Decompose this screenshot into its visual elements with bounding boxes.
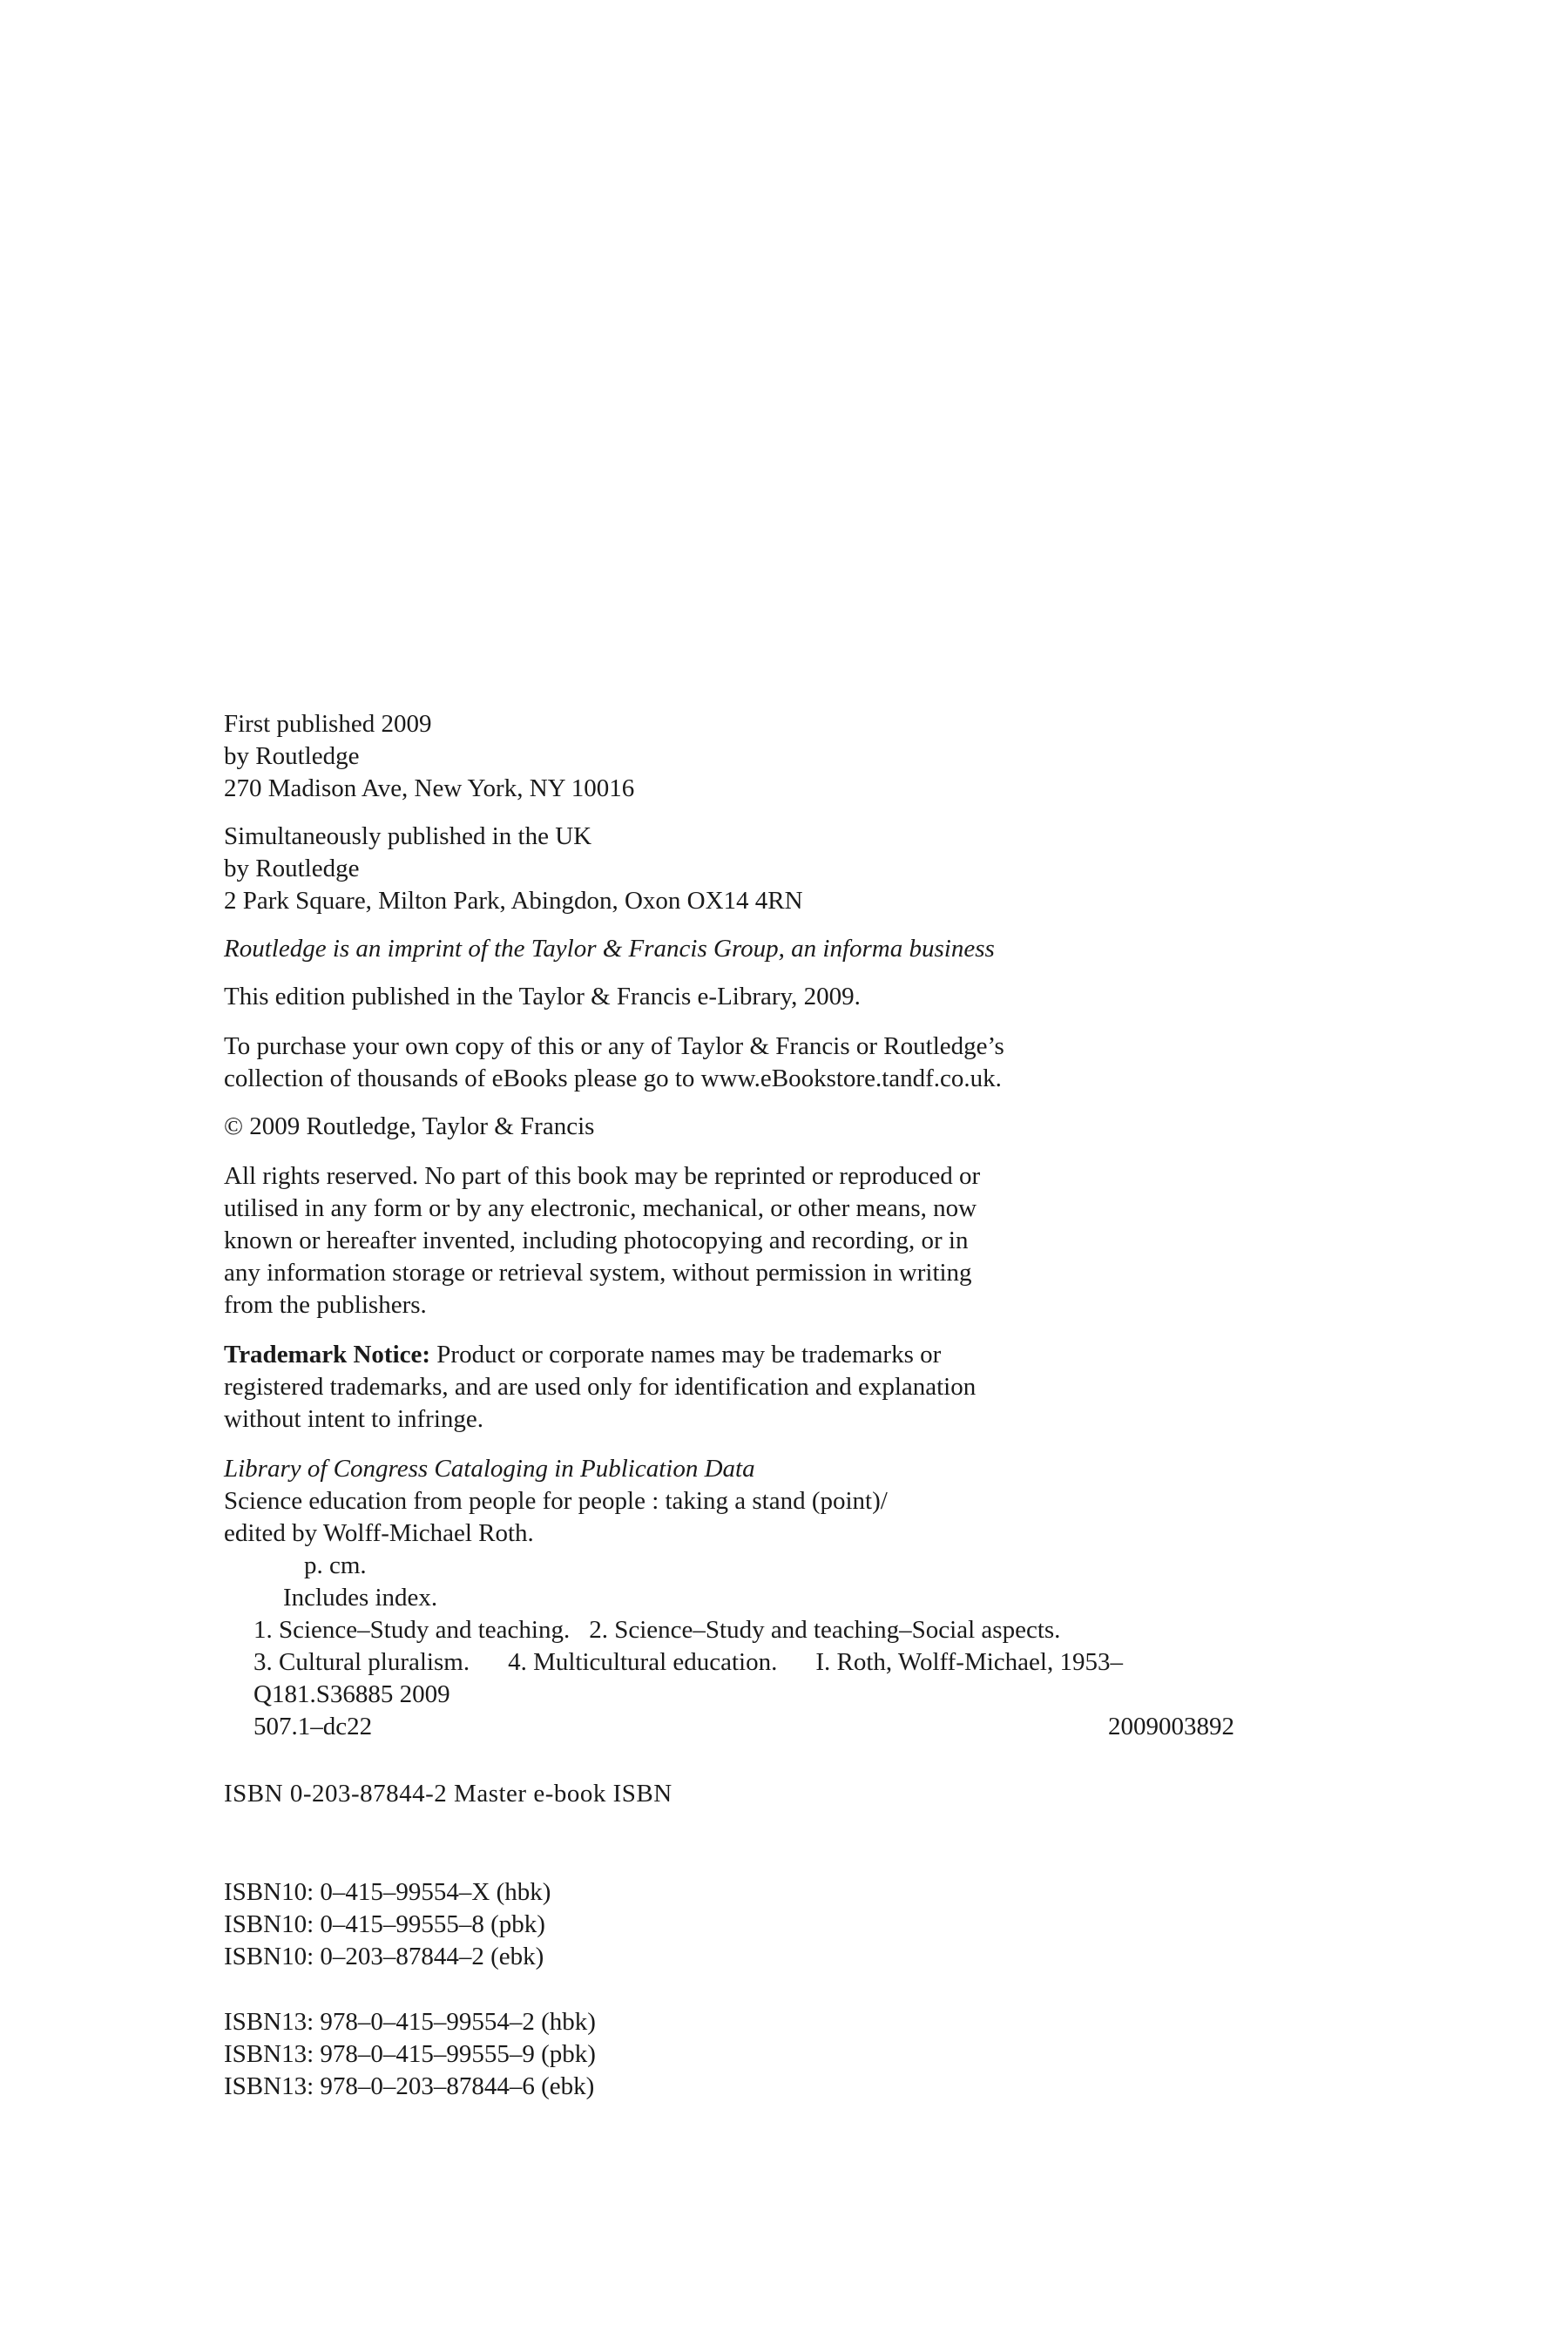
copyright-notice	[224, 1111, 1234, 1143]
isbn-master-text: ISBN 0-203-87844-2 Master e-book ISBN	[224, 1780, 672, 1808]
isbn13-entry: ISBN13: 978–0–415–99554–2 (hbk)	[224, 2008, 596, 2036]
purchase-note	[224, 1031, 1234, 1095]
copyright-page	[224, 708, 1234, 2103]
trademark-text: Product or corporate names may be trademarks or	[430, 1341, 942, 1369]
trademark-line: registered trademarks, and are used only for identification and explanation	[224, 1373, 977, 1401]
cataloging-pcm: p. cm.	[304, 1551, 367, 1579]
isbn10-entry: ISBN10: 0–203–87844–2 (ebk)	[224, 1943, 544, 1970]
subject-entry: 3. Cultural pluralism.	[253, 1648, 470, 1676]
subject-entry: I. Roth, Wolff-Michael, 1953–	[815, 1648, 1123, 1676]
cataloging-subjects-line	[224, 1614, 1234, 1646]
subject-entry: 1. Science–Study and teaching.	[253, 1616, 571, 1644]
purchase-line: collection of thousands of eBooks please go to www.eBookstore.tandf.co.uk.	[224, 1064, 1002, 1092]
address-us-line: 270 Madison Ave, New York, NY 10016	[224, 774, 635, 802]
publisher-us-line: by Routledge	[224, 742, 360, 770]
cataloging-lccn: 2009003892	[1108, 1713, 1234, 1740]
cataloging-call-number: Q181.S36885 2009	[253, 1680, 450, 1708]
copyright-text: © 2009 Routledge, Taylor & Francis	[224, 1112, 595, 1140]
isbn13-entry: ISBN13: 978–0–203–87844–6 (ebk)	[224, 2072, 595, 2100]
edition-note	[224, 981, 1234, 1013]
rights-paragraph	[224, 1160, 1234, 1321]
cataloging-includes-index: Includes index.	[283, 1584, 438, 1612]
isbn10-entry: ISBN10: 0–415–99555–8 (pbk)	[224, 1910, 545, 1938]
isbn13-entry: ISBN13: 978–0–415–99555–9 (pbk)	[224, 2040, 596, 2068]
cataloging-editor-line: edited by Wolff-Michael Roth.	[224, 1519, 534, 1547]
isbn10-list	[224, 1876, 1234, 1973]
publication-uk-block	[224, 821, 1234, 917]
uk-simultaneous-line: Simultaneously published in the UK	[224, 822, 592, 850]
isbn10-entry: ISBN10: 0–415–99554–X (hbk)	[224, 1878, 551, 1906]
trademark-line	[224, 1339, 1234, 1371]
address-uk-line: 2 Park Square, Milton Park, Abingdon, Oxon OX14 4RN	[224, 887, 803, 915]
first-published-line: First published 2009	[224, 710, 432, 738]
cataloging-heading: Library of Congress Cataloging in Publication Data	[224, 1455, 755, 1483]
rights-line: from the publishers.	[224, 1291, 427, 1319]
rights-line: any information storage or retrieval system, without permission in writing	[224, 1259, 972, 1287]
subject-entry: 2. Science–Study and teaching–Social aspects.	[589, 1616, 1061, 1644]
isbn13-list	[224, 2006, 1234, 2103]
cataloging-subjects-line	[224, 1646, 1234, 1679]
cataloging-block	[224, 1453, 1234, 1743]
publisher-uk-line: by Routledge	[224, 855, 360, 882]
cataloging-title-line: Science education from people for people : taking a stand (point)/	[224, 1487, 888, 1515]
rights-line: known or hereafter invented, including photocopying and recording, or in	[224, 1227, 969, 1254]
publication-us-block	[224, 708, 1234, 805]
imprint-note-text: Routledge is an imprint of the Taylor & Francis Group, an informa business	[224, 935, 995, 963]
rights-line: All rights reserved. No part of this book may be reprinted or reproduced or	[224, 1162, 981, 1190]
isbn-master	[224, 1778, 1234, 1810]
purchase-line: To purchase your own copy of this or any of Taylor & Francis or Routledge’s	[224, 1032, 1004, 1060]
trademark-line: without intent to infringe.	[224, 1405, 484, 1433]
trademark-label: Trademark Notice:	[224, 1341, 431, 1369]
cataloging-classification-row	[224, 1711, 1234, 1743]
rights-line: utilised in any form or by any electronic, mechanical, or other means, now	[224, 1194, 977, 1222]
edition-note-text: This edition published in the Taylor & Francis e-Library, 2009.	[224, 983, 861, 1010]
cataloging-dewey: 507.1–dc22	[253, 1713, 373, 1740]
imprint-note	[224, 933, 1234, 965]
subject-entry: 4. Multicultural education.	[508, 1648, 778, 1676]
trademark-notice	[224, 1339, 1234, 1436]
